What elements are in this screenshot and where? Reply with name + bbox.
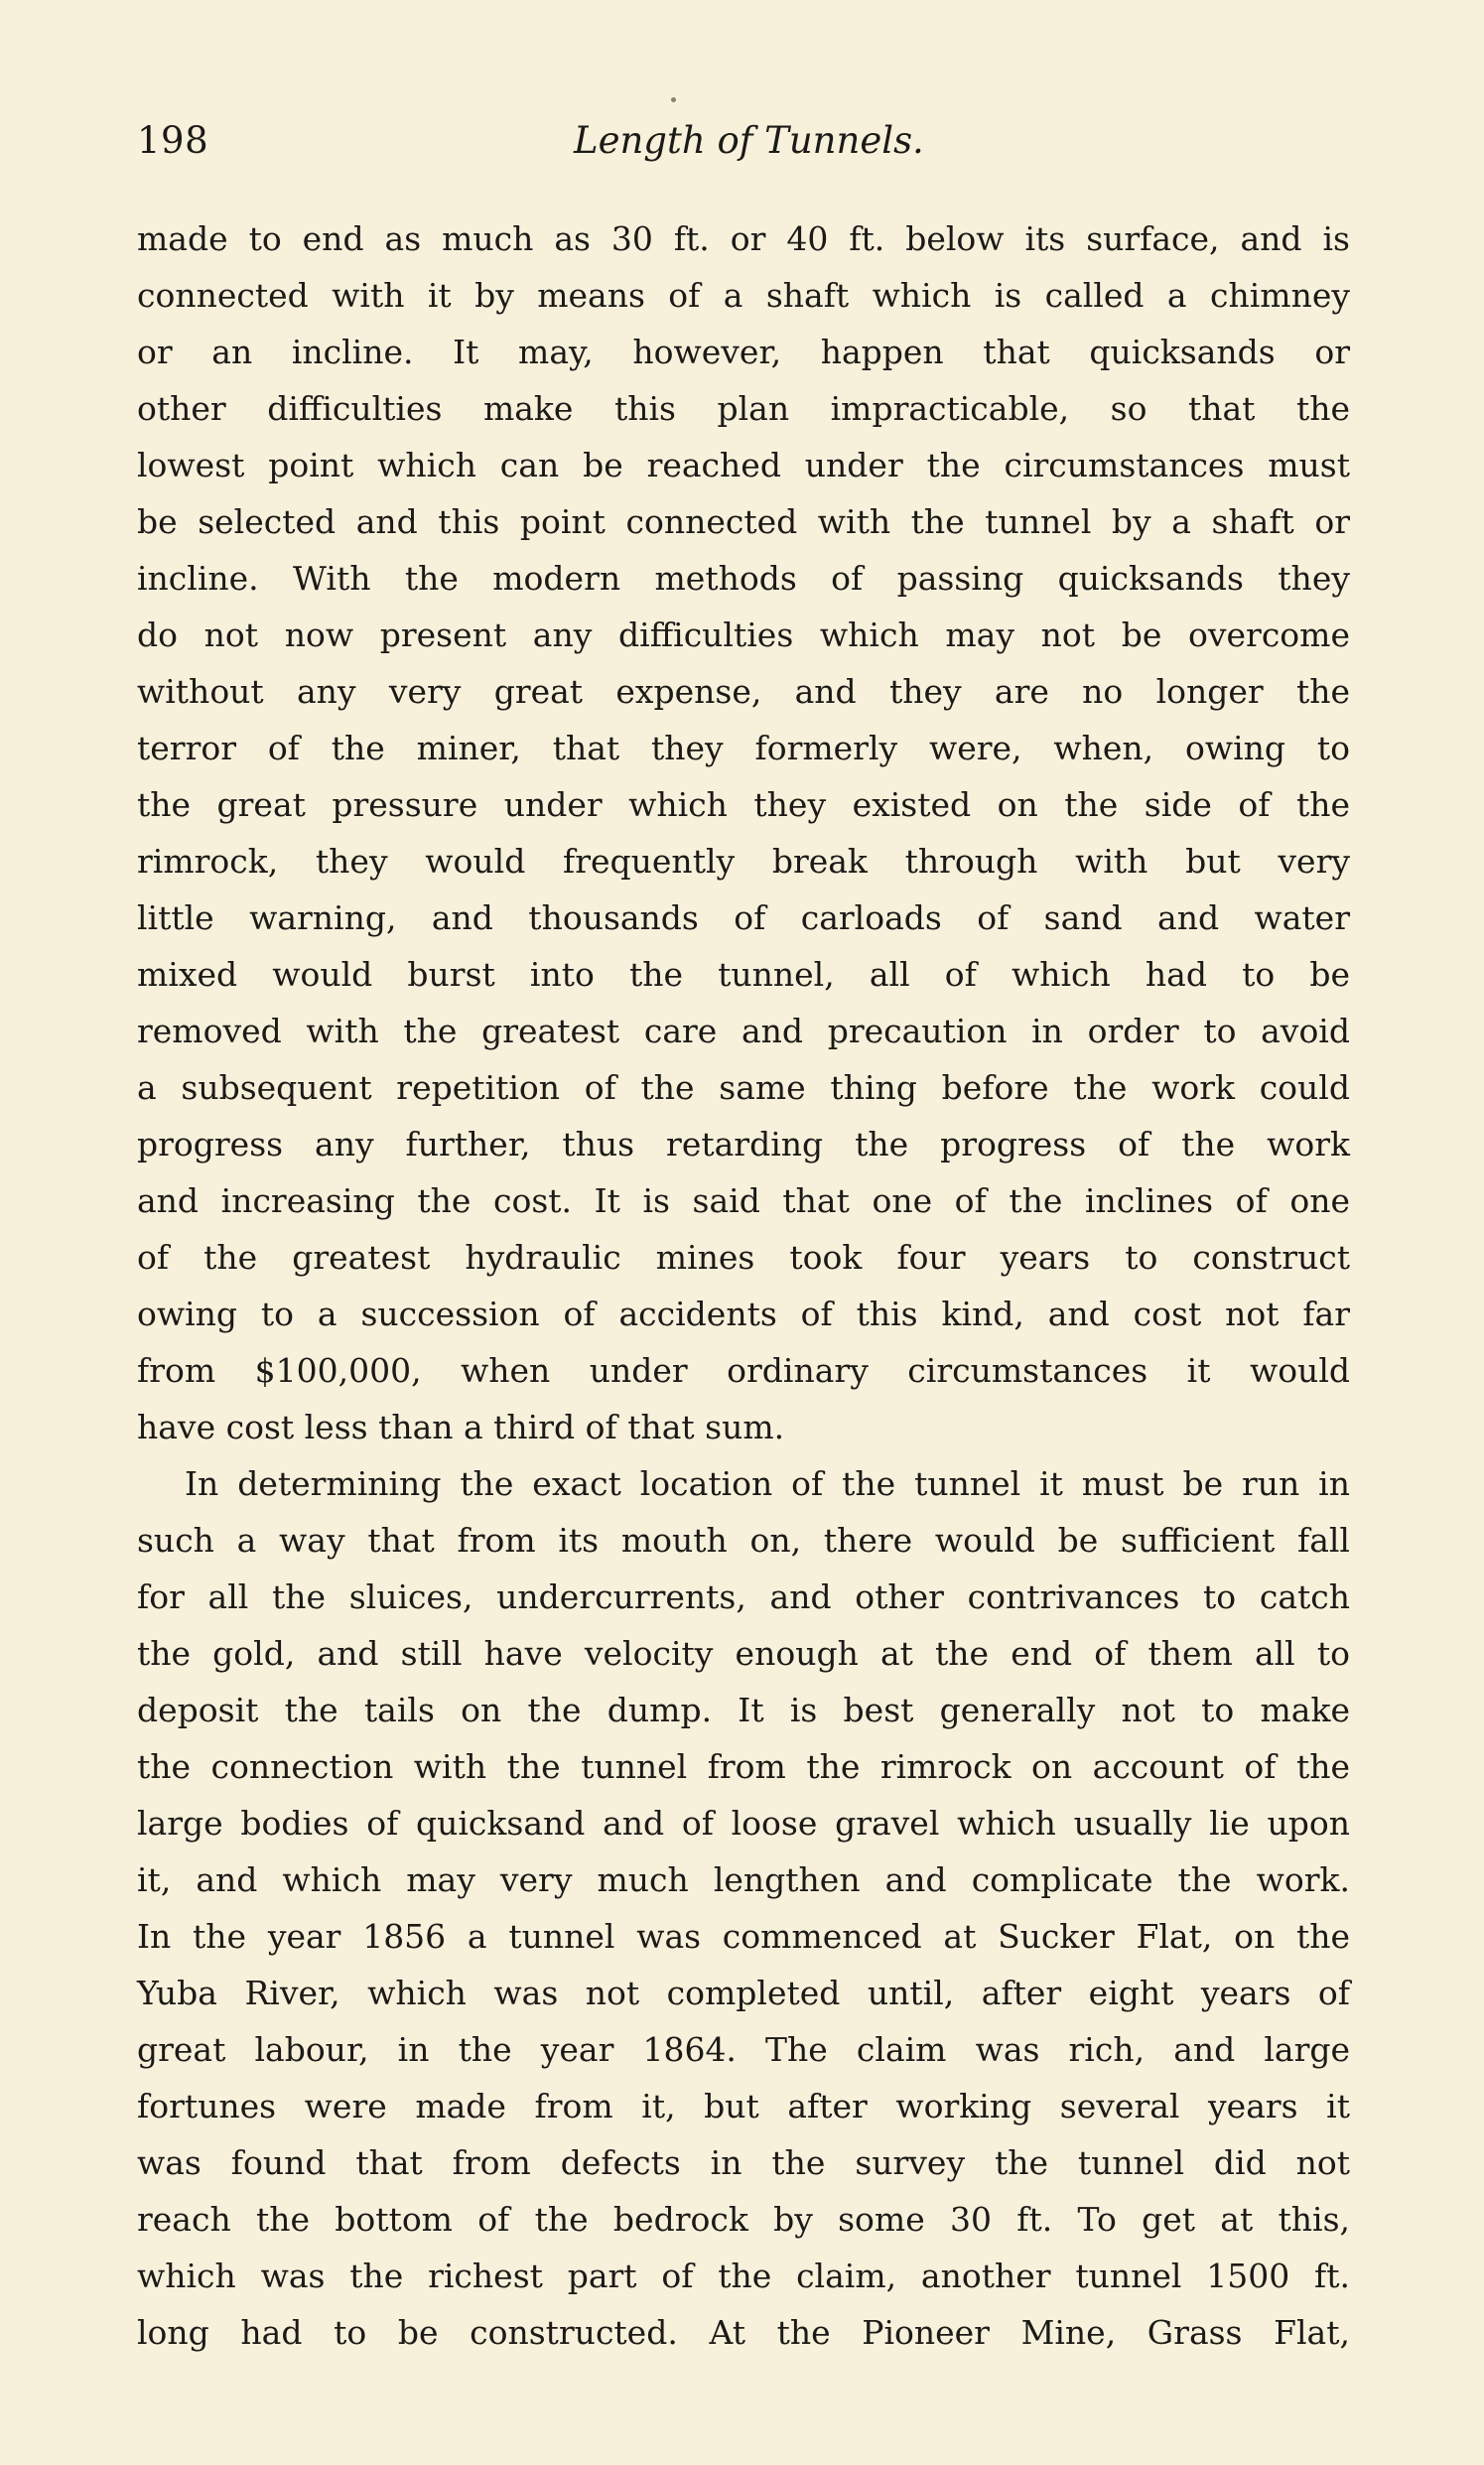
text-line: for all the sluices, undercurrents, and other contrivances to catch bbox=[137, 1577, 1350, 1616]
text-line: from $100,000, when under ordinary circumstances it would bbox=[137, 1351, 1350, 1390]
text-line: great labour, in the year 1864. The claim was rich, and large bbox=[137, 2030, 1350, 2069]
text-line: In the year 1856 a tunnel was commenced at Sucker Flat, on the bbox=[137, 1917, 1350, 1956]
text-line: without any very great expense, and they are no longer the bbox=[137, 672, 1350, 711]
paragraph-last-line: have cost less than a third of that sum. bbox=[137, 1408, 785, 1446]
text-line: fortunes were made from it, but after working several years it bbox=[137, 2087, 1350, 2125]
text-line: owing to a succession of accidents of this kind, and cost not far bbox=[137, 1295, 1350, 1333]
text-line: the gold, and still have velocity enough at the end of them all to bbox=[137, 1634, 1350, 1673]
text-line: little warning, and thousands of carloads of sand and water bbox=[137, 898, 1350, 937]
text-line: reach the bottom of the bedrock by some 30 ft. To get at this, bbox=[137, 2200, 1350, 2239]
text-line: the great pressure under which they existed on the side of the bbox=[137, 785, 1350, 824]
body-text bbox=[137, 210, 1350, 2361]
text-line: of the greatest hydraulic mines took four years to construct bbox=[137, 1238, 1350, 1277]
text-line: was found that from defects in the survey the tunnel did not bbox=[137, 2143, 1350, 2182]
text-line: which was the richest part of the claim, another tunnel 1500 ft. bbox=[137, 2257, 1350, 2295]
print-speck bbox=[671, 97, 676, 102]
text-line: deposit the tails on the dump. It is best generally not to make bbox=[137, 1691, 1350, 1729]
text-line: mixed would burst into the tunnel, all of which had to be bbox=[137, 955, 1350, 994]
running-title: Length of Tunnels. bbox=[574, 119, 924, 162]
text-line: removed with the greatest care and precaution in order to avoid bbox=[137, 1012, 1350, 1050]
text-line: it, and which may very much lengthen and complicate the work. bbox=[137, 1860, 1350, 1899]
text-line: a subsequent repetition of the same thing before the work could bbox=[137, 1068, 1350, 1107]
text-line: made to end as much as 30 ft. or 40 ft. below its surface, and is bbox=[137, 219, 1350, 258]
text-line: rimrock, they would frequently break through with but very bbox=[137, 842, 1350, 881]
text-line: and increasing the cost. It is said that one of the inclines of one bbox=[137, 1181, 1350, 1220]
text-line: incline. With the modern methods of passing quicksands they bbox=[137, 559, 1350, 598]
text-line: lowest point which can be reached under the circumstances must bbox=[137, 446, 1350, 484]
paragraph-first-line: In determining the exact location of the tunnel it must be run in bbox=[185, 1464, 1350, 1503]
text-line: progress any further, thus retarding the progress of the work bbox=[137, 1125, 1350, 1164]
text-line: large bodies of quicksand and of loose gravel which usually lie upon bbox=[137, 1804, 1350, 1843]
text-line: Yuba River, which was not completed until, after eight years of bbox=[137, 1974, 1350, 2012]
text-line: connected with it by means of a shaft which is called a chimney bbox=[137, 276, 1350, 315]
text-line: be selected and this point connected with the tunnel by a shaft or bbox=[137, 502, 1350, 541]
text-line: or an incline. It may, however, happen that quicksands or bbox=[137, 333, 1350, 371]
text-line: long had to be constructed. At the Pioneer Mine, Grass Flat, bbox=[137, 2313, 1350, 2352]
text-line: terror of the miner, that they formerly were, when, owing to bbox=[137, 729, 1350, 767]
text-line: other difficulties make this plan impracticable, so that the bbox=[137, 389, 1350, 428]
text-line: such a way that from its mouth on, there would be sufficient fall bbox=[137, 1521, 1350, 1560]
text-line: do not now present any difficulties which may not be overcome bbox=[137, 616, 1350, 654]
page-number: 198 bbox=[137, 119, 209, 162]
page-header bbox=[137, 119, 1358, 179]
text-line: the connection with the tunnel from the rimrock on account of the bbox=[137, 1747, 1350, 1786]
